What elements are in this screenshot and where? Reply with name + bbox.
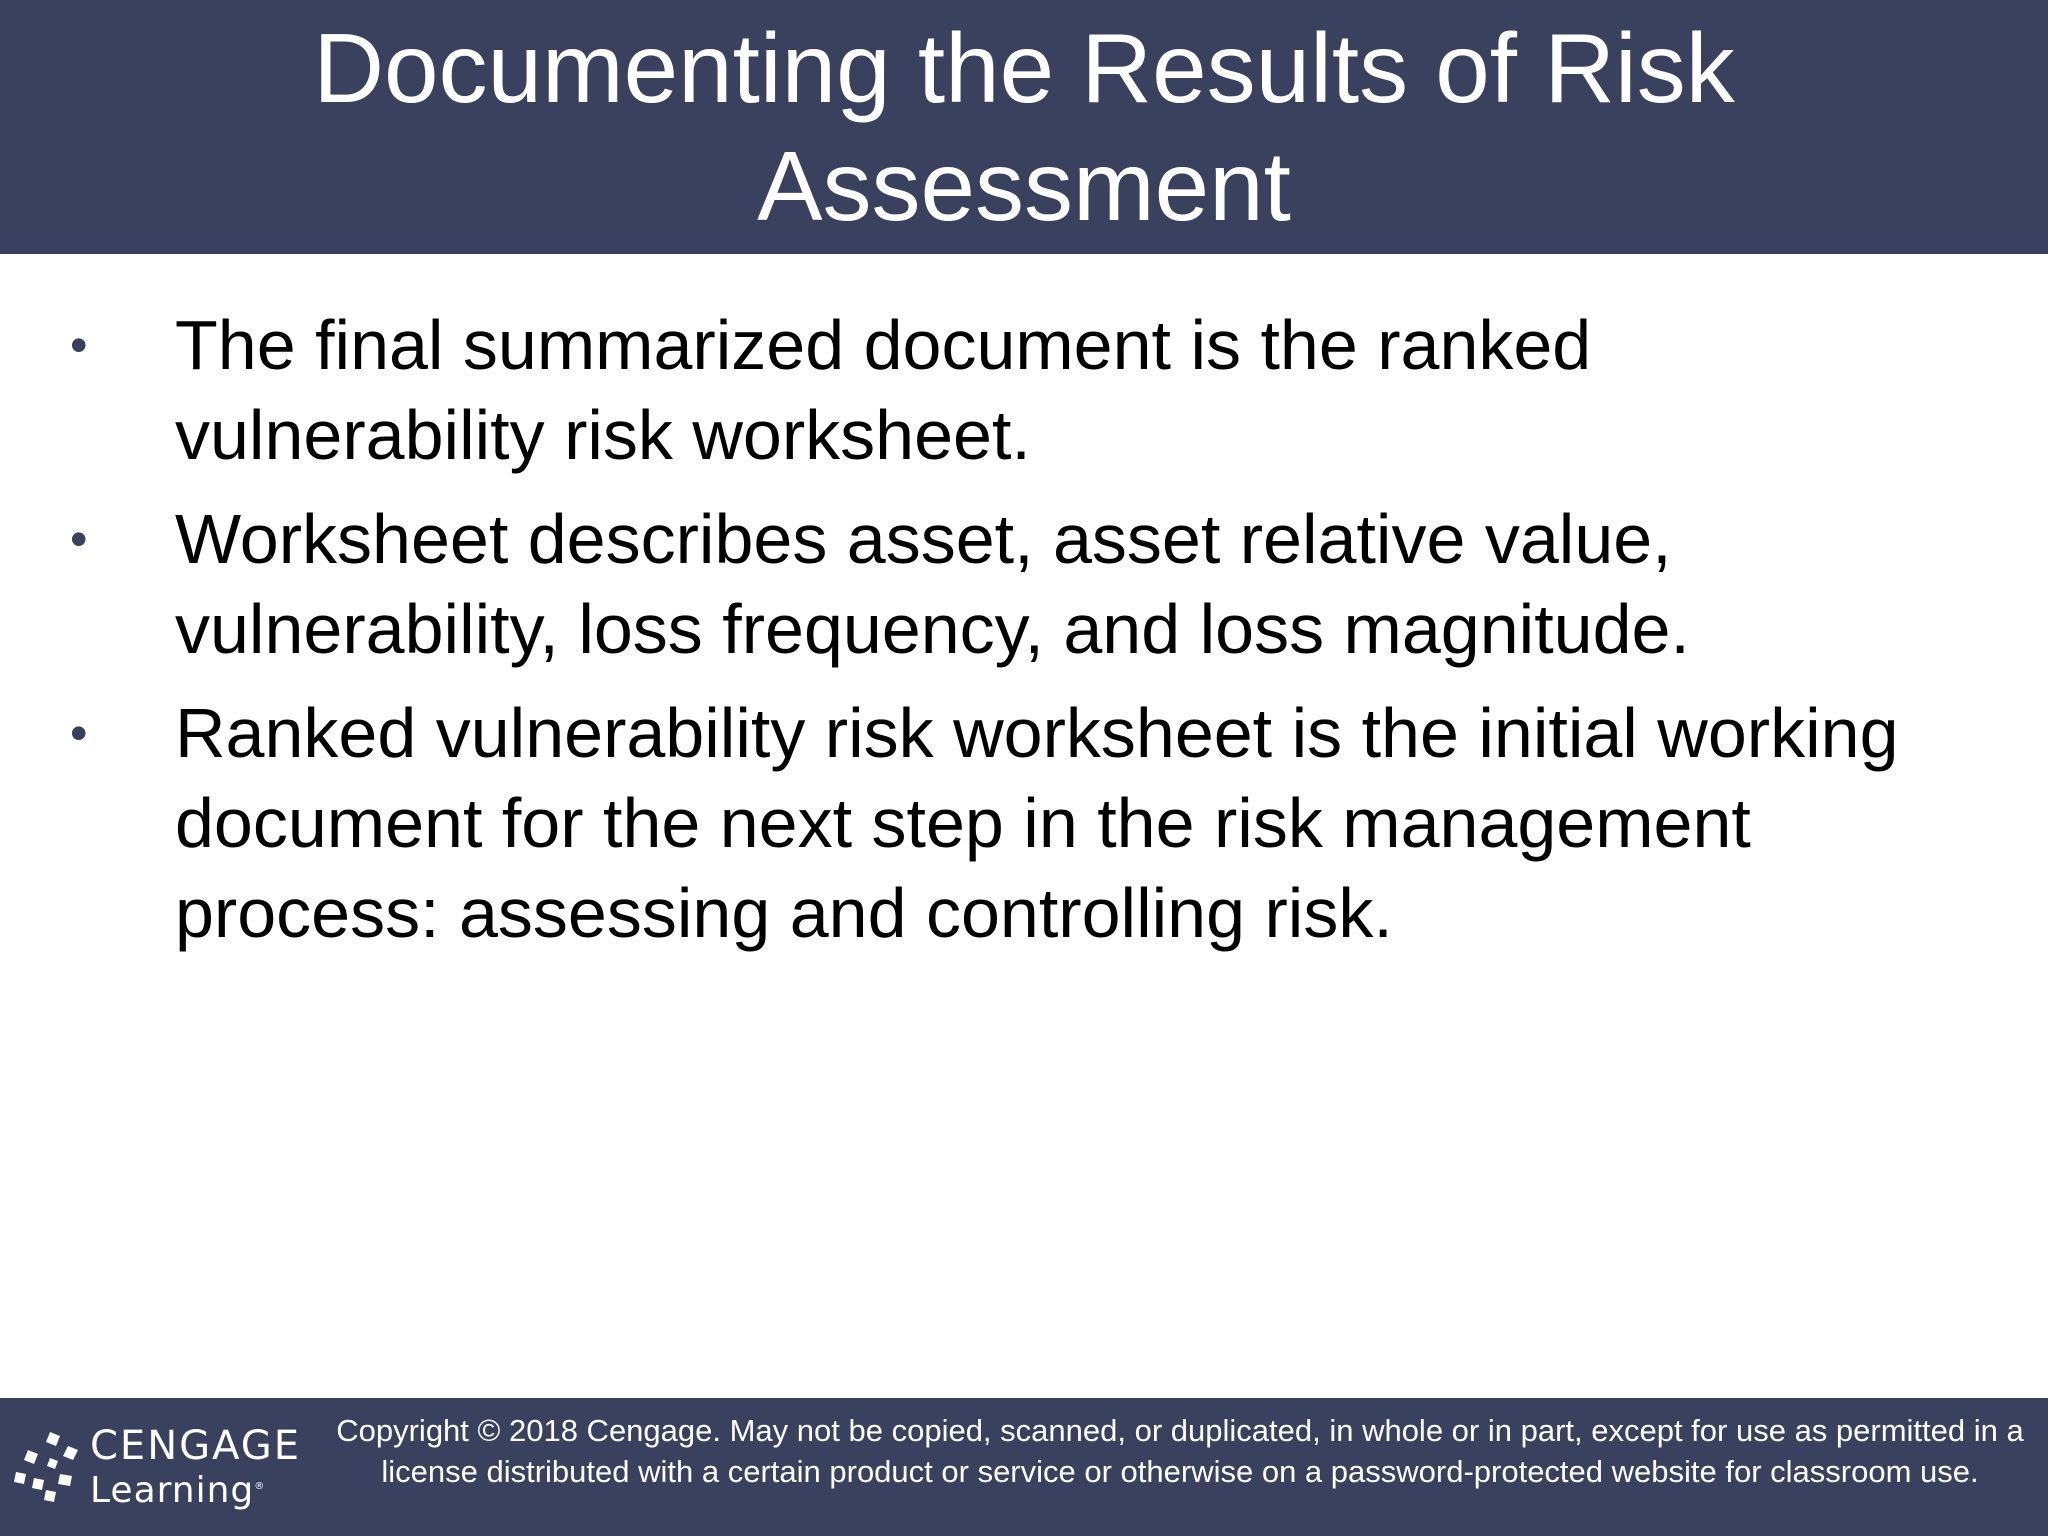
footer-bar <box>0 1398 2048 1536</box>
logo-brand-text: CENGAGE <box>90 1423 302 1469</box>
bullet-item <box>60 688 1980 958</box>
bullet-icon: • <box>70 511 88 567</box>
title-bar <box>0 0 2048 254</box>
bullet-text: Ranked vulnerability risk worksheet is the initial working document for the next step in the risk management process: assessing and controlling risk. <box>175 694 1899 952</box>
bullet-item <box>60 300 1980 480</box>
bullet-text: The final summarized document is the ranked vulnerability risk worksheet. <box>175 306 1592 474</box>
cengage-logo <box>10 1424 300 1514</box>
slide-body <box>60 300 1980 972</box>
slide-title: Documenting the Results of Risk Assessment <box>313 13 1735 241</box>
trademark-icon: ® <box>254 1481 266 1492</box>
bullet-text: Worksheet describes asset, asset relative value, vulnerability, loss frequency, and loss magnitude. <box>175 500 1690 668</box>
bullet-list <box>60 300 1980 958</box>
bullet-icon: • <box>70 317 88 373</box>
bullet-icon: • <box>70 705 88 761</box>
cengage-mark-icon <box>10 1428 88 1506</box>
logo-sub-text: Learning® <box>90 1470 266 1511</box>
bullet-item <box>60 494 1980 674</box>
copyright-notice: Copyright © 2018 Cengage. May not be copied, scanned, or duplicated, in whole or in part, except for use as permitted in a license distributed with a certain product or service or otherwise on a password-protected website for classroom use. <box>336 1413 2024 1489</box>
